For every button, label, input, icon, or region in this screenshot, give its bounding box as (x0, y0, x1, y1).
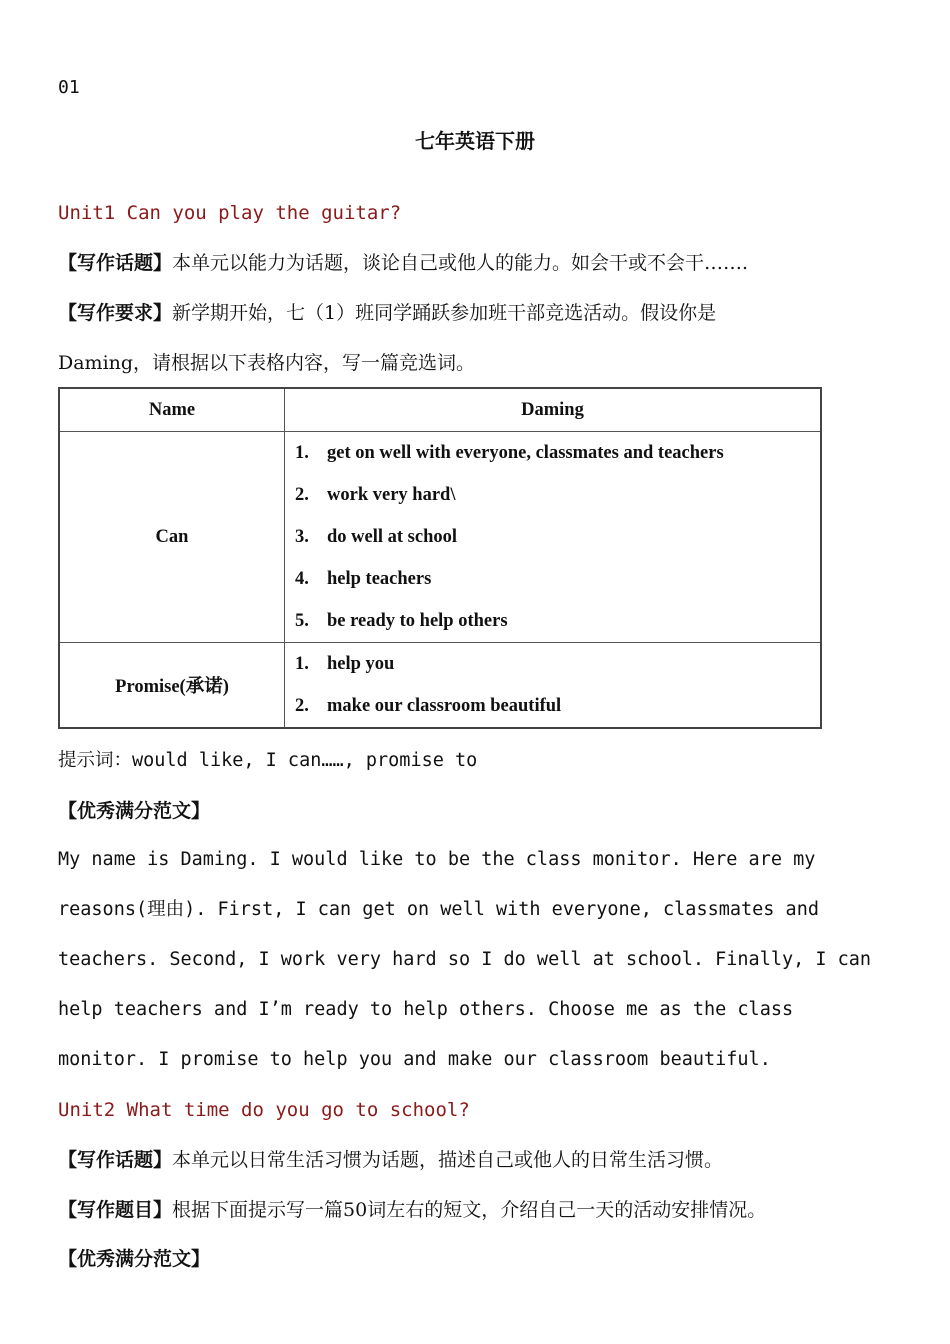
unit1-req-label: 【写作要求】 (58, 302, 173, 324)
row-can-label: Can (59, 432, 285, 643)
unit2-question-text: 根据下面提示写一篇50词左右的短文，介绍自己一天的活动安排情况。 (172, 1199, 767, 1221)
list-item (295, 558, 820, 600)
item-number: 4. (295, 569, 309, 589)
list-item (295, 516, 820, 558)
list-item (295, 685, 820, 727)
table-row-promise (59, 643, 821, 729)
unit1-hint: 提示词：would like, I can……, promise to (58, 750, 478, 771)
unit1-sample-label: 【优秀满分范文】 (58, 800, 211, 822)
item-text: do well at school (327, 527, 458, 547)
header-name: Name (59, 388, 285, 432)
item-number: 3. (295, 527, 309, 547)
page-title: 七年英语下册 (415, 129, 535, 153)
item-text: be ready to help others (327, 611, 508, 631)
item-number: 1. (295, 443, 309, 463)
unit2-topic (58, 1147, 723, 1173)
table-row-can (59, 432, 821, 643)
list-item (295, 643, 820, 685)
unit1-topic-label: 【写作话题】 (58, 252, 173, 274)
item-text: make our classroom beautiful (327, 696, 562, 716)
unit1-topic (58, 250, 748, 276)
unit1-req-text-2: Daming，请根据以下表格内容，写一篇竞选词。 (58, 352, 476, 374)
item-text: help teachers (327, 569, 432, 589)
unit2-sample-label: 【优秀满分范文】 (58, 1248, 211, 1270)
table-header-row (59, 388, 821, 432)
page-number: 01 (58, 77, 80, 98)
item-number: 2. (295, 485, 309, 505)
item-text: work very hard\ (327, 485, 456, 505)
header-value: Daming (285, 388, 822, 432)
unit2-topic-label: 【写作话题】 (58, 1149, 173, 1171)
unit1-requirement (58, 300, 716, 326)
row-promise-label: Promise(承诺) (59, 643, 285, 729)
list-item (295, 474, 820, 516)
item-text: get on well with everyone, classmates and teachers (327, 443, 724, 463)
essay-line: reasons(理由). First, I can get on well with everyone, classmates and (58, 899, 819, 920)
list-item (295, 432, 820, 474)
essay-line: teachers. Second, I work very hard so I do well at school. Finally, I can (58, 949, 872, 970)
row-promise-items (285, 643, 822, 729)
item-number: 2. (295, 696, 309, 716)
unit1-topic-text: 本单元以能力为话题，谈论自己或他人的能力。如会干或不会干……. (172, 252, 749, 274)
list-item (295, 600, 820, 642)
unit2-question (58, 1197, 766, 1223)
unit2-heading: Unit2 What time do you go to school? (58, 1099, 470, 1121)
essay-line: help teachers and I’m ready to help others. Choose me as the class (58, 999, 794, 1020)
unit1-heading: Unit1 Can you play the guitar? (58, 202, 402, 224)
candidate-table (58, 387, 822, 729)
row-can-items (285, 432, 822, 643)
item-number: 5. (295, 611, 309, 631)
essay-line: monitor. I promise to help you and make our classroom beautiful. (58, 1049, 771, 1070)
unit1-sample-essay (58, 835, 898, 1085)
item-number: 1. (295, 654, 309, 674)
item-text: help you (327, 654, 395, 674)
unit2-question-label: 【写作题目】 (58, 1199, 173, 1221)
unit1-req-text-1: 新学期开始，七（1）班同学踊跃参加班干部竞选活动。假设你是 (172, 302, 717, 324)
unit2-topic-text: 本单元以日常生活习惯为话题，描述自己或他人的日常生活习惯。 (172, 1149, 724, 1171)
essay-line: My name is Daming. I would like to be the class monitor. Here are my (58, 849, 816, 870)
